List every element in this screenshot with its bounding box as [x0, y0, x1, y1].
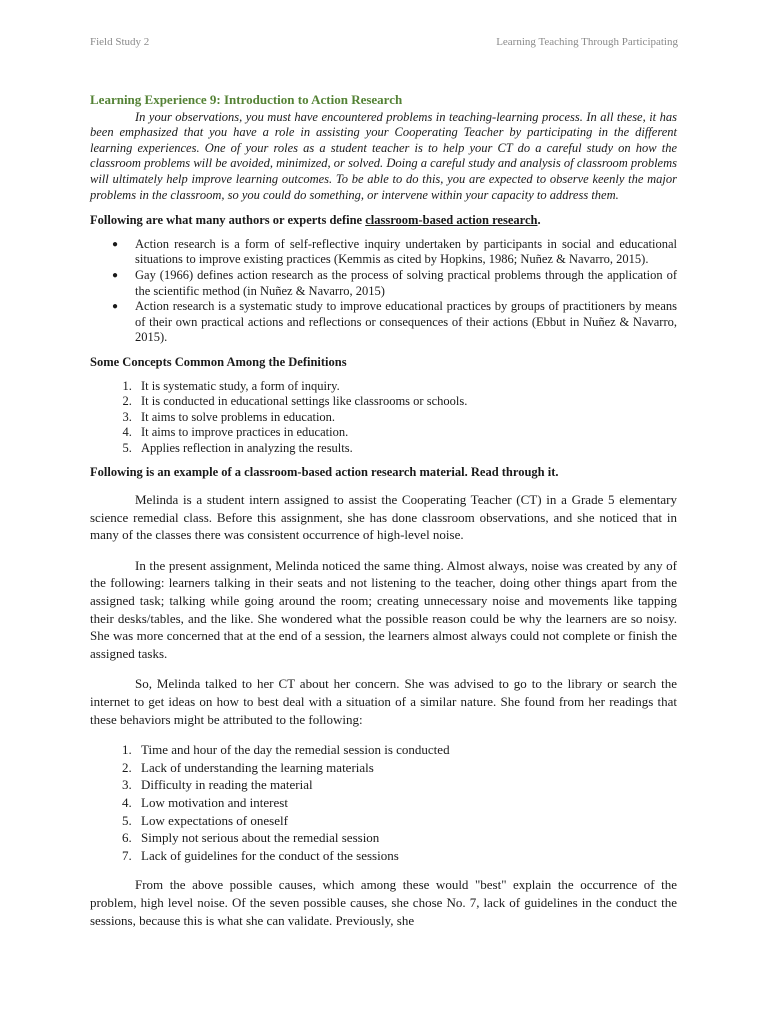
document-body: [90, 92, 677, 942]
cause-item: 7. Lack of guidelines for the conduct of the sessions: [135, 847, 677, 865]
cause-item: 6. Simply not serious about the remedial session: [135, 829, 677, 847]
cause-item: 2. Lack of understanding the learning materials: [135, 759, 677, 777]
story-paragraph: Melinda is a student intern assigned to assist the Cooperating Teacher (CT) in a Grade 5 elementary science remedial class. Before this assignment, she has done classroom observations, and she noticed that in many of the classes there was consistent occurrence of high-level noise.: [90, 492, 677, 543]
definitions-lead-text: Following are what many authors or experts define: [90, 213, 366, 228]
cause-item: 3. Difficulty in reading the material: [135, 776, 677, 794]
definition-item: ● Gay (1966) defines action research as the process of solving practical problems through the application of the scientific method (in Nuñez & Navarro, 2015): [135, 268, 677, 299]
cause-item: 5. Low expectations of oneself: [135, 812, 677, 830]
cause-item: 1. Time and hour of the day the remedial session is conducted: [135, 741, 677, 759]
definitions-list: [90, 237, 677, 346]
cause-item: 4. Low motivation and interest: [135, 794, 677, 812]
concept-item: 1. It is systematic study, a form of inquiry.: [135, 379, 677, 395]
concept-item: 3. It aims to solve problems in education.: [135, 410, 677, 426]
header-course: Field Study 2: [90, 36, 150, 48]
intro-paragraph: In your observations, you must have encountered problems in teaching-learning process. In all these, it has been emphasized that you have a role in assisting your Cooperating Teacher by participating in the different learning experiences. One of your roles as a student teacher is to help your CT do a careful study on how the classroom problems will be avoided, minimized, or solved. Doing a careful study and analysis of classroom problems will ultimately help improve learning outcomes. To be able to do this, you are expected to observe keenly the major problems in the classroom, so you could do something, or intervene within your capacity to address them.: [90, 109, 677, 202]
header-module-title: Learning Teaching Through Participating: [496, 36, 678, 48]
story-paragraph: So, Melinda talked to her CT about her concern. She was advised to go to the library or search the internet to get ideas on how to best deal with a situation of a similar nature. She found from her readings that these behaviors might be attributed to the following:: [90, 676, 677, 727]
story-paragraph: In the present assignment, Melinda noticed the same thing. Almost always, noise was created by any of the following: learners talking in their seats and not listening to the teacher, doing other things apart from the assigned task; talking while going around the room; creating unnecessary noise and movements like tapping their desks/tables, and the like. She wondered what the possible reason could be why the learners are so noisy. She was more concerned that at the end of a session, the learners almost always could not complete or finish the assigned tasks.: [90, 557, 677, 661]
page-header: [90, 36, 678, 48]
definition-item: ● Action research is a systematic study to improve educational practices by groups of practitioners by means of their own practical actions and reflections or consequences of their actions (Ebbut in Nuñez & Navarro, 2015).: [135, 299, 677, 346]
concept-item: 4. It aims to improve practices in education.: [135, 425, 677, 441]
concept-item: 2. It is conducted in educational settings like classrooms or schools.: [135, 394, 677, 410]
closing-paragraph: From the above possible causes, which among these would "best" explain the occurrence of the problem, high level noise. Of the seven possible causes, she chose No. 7, lack of guidelines in the conduct the sessions, because this is what she can validate. Previously, she: [90, 877, 677, 928]
concepts-heading: Some Concepts Common Among the Definitions: [90, 354, 347, 369]
learning-experience-title: Learning Experience 9: Introduction to Action Research: [90, 92, 403, 107]
concepts-list: [90, 379, 677, 457]
definitions-lead: [90, 213, 677, 229]
concept-item: 5. Applies reflection in analyzing the results.: [135, 441, 677, 457]
definition-item: ● Action research is a form of self-reflective inquiry undertaken by participants in social and educational situations to improve existing practices (Kemmis as cited by Hopkins, 1986; Nuñez & Navarro, 2015).: [135, 237, 677, 268]
causes-list: [90, 741, 677, 864]
example-heading: Following is an example of a classroom-based action research material. Read through it.: [90, 465, 559, 480]
definitions-lead-end: .: [537, 213, 541, 228]
definitions-lead-term: classroom-based action research: [365, 213, 538, 228]
